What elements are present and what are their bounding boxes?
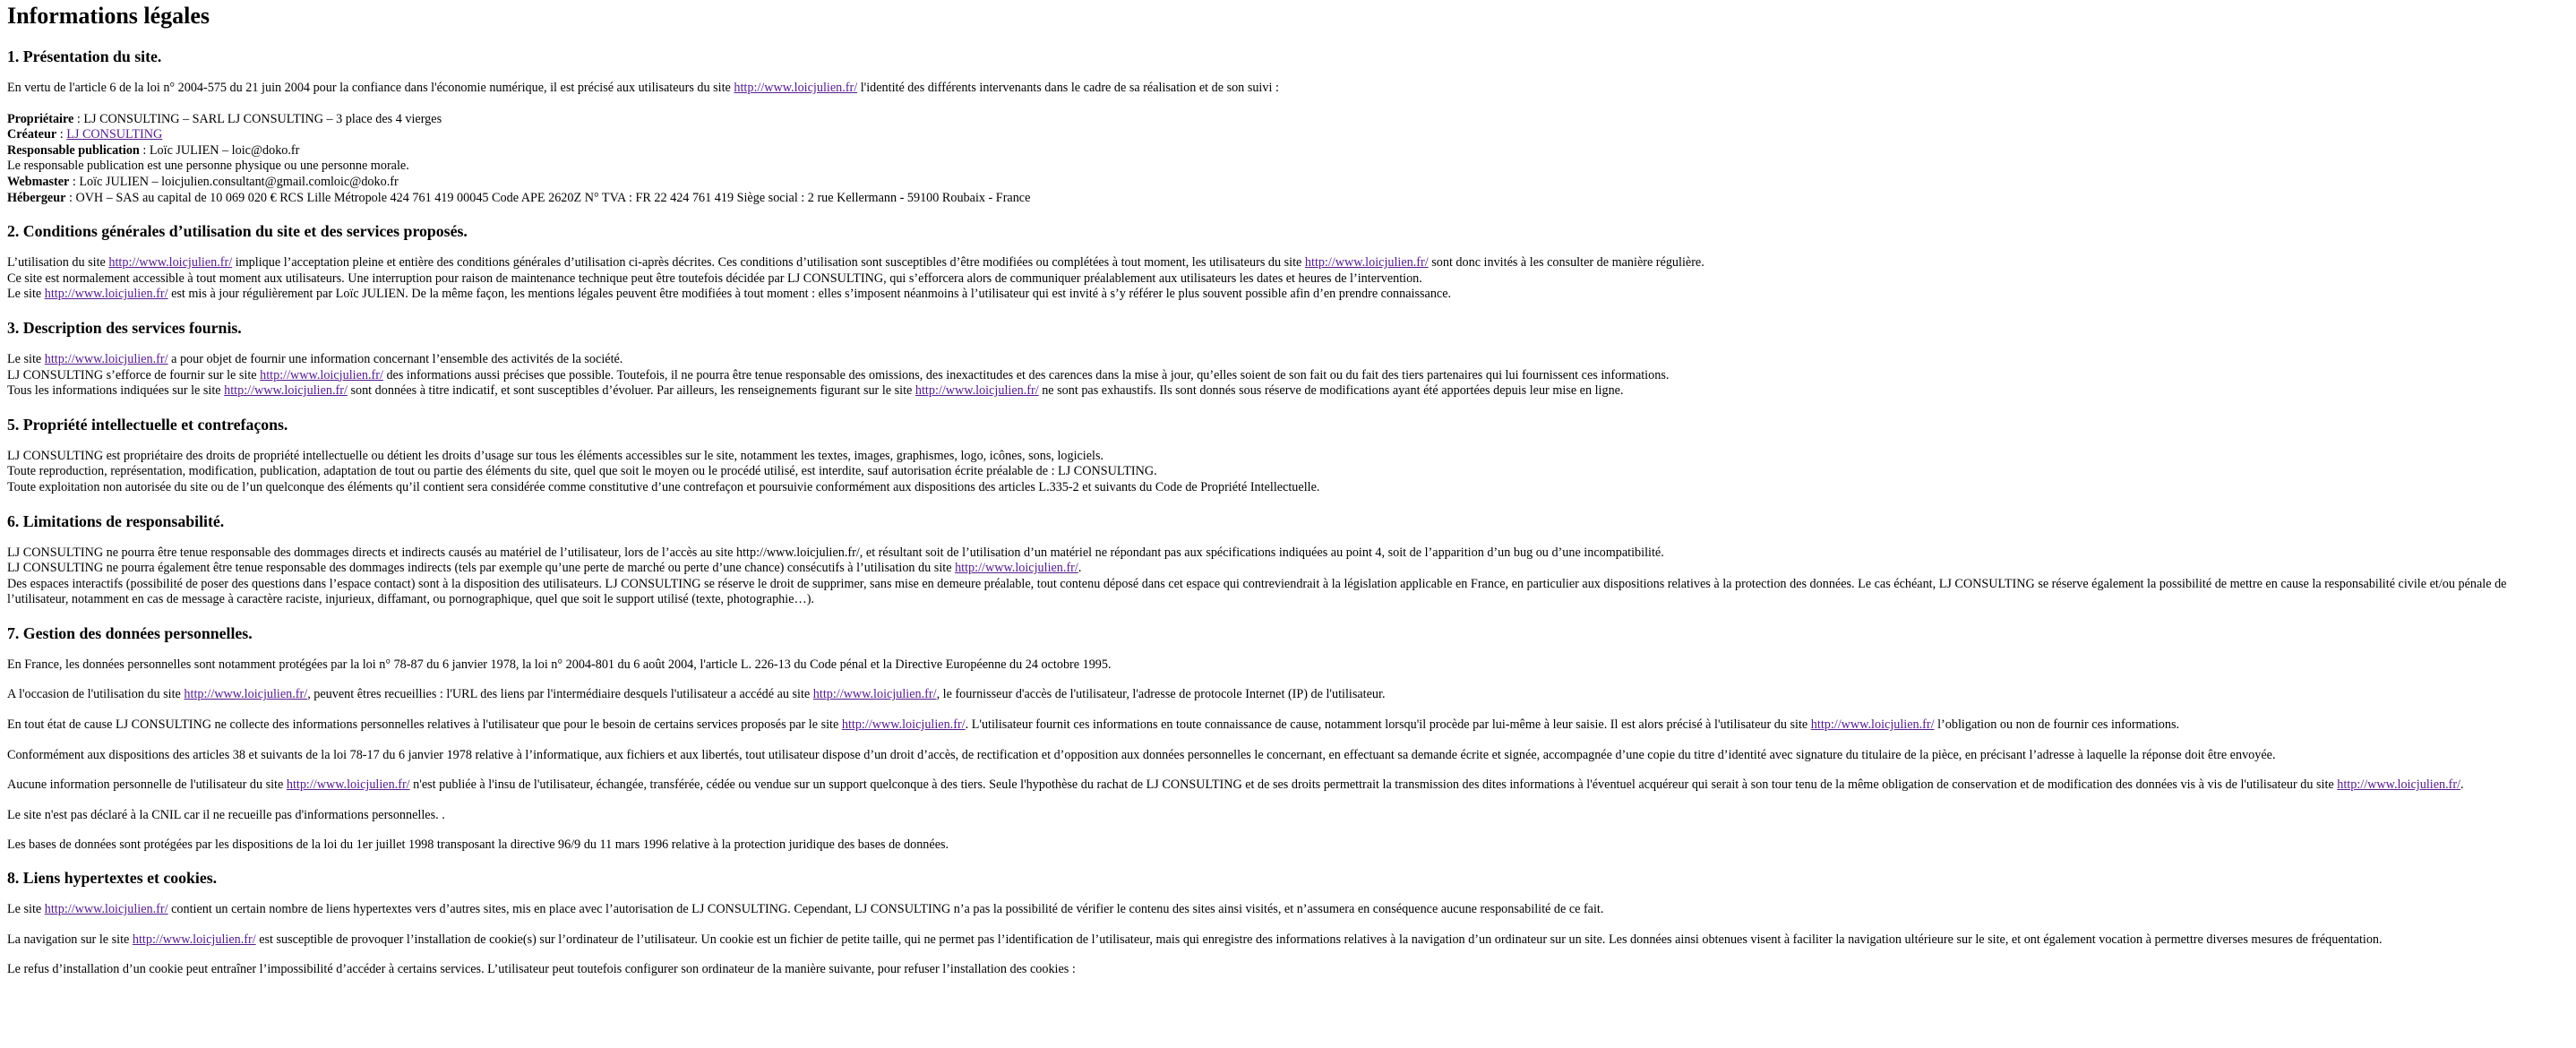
section-6-heading: 6. Limitations de responsabilité.: [7, 511, 225, 530]
webmaster-line: [7, 175, 2569, 191]
site-link[interactable]: http://www.loicjulien.fr/: [260, 367, 383, 382]
creator-line: [7, 127, 2569, 143]
text-span: des informations aussi précises que possible. Toutefois, il ne pourra être tenue responsable des omissions, des inexactitudes et des carences dans la mise à jour, qu’elles soient de son fait ou du fait des tiers partenaires qui lui fournissent ces informations.: [382, 367, 1670, 382]
text-span: ne sont pas exhaustifs. Ils sont donnés sous réserve de modifications ayant été apportées depuis leur mise en ligne.: [1038, 383, 1624, 399]
site-link[interactable]: http://www.loicjulien.fr/: [914, 383, 1039, 399]
site-link[interactable]: http://www.loicjulien.fr/: [1810, 717, 1935, 733]
section-5-line: Toute exploitation non autorisée du site ou de l’un quelconque des éléments qu’il contient sera considérée comme constitutive d’une contrefaçon et poursuivie conformément aux dispositions des articles L.335-2 et suivants du Code de Propriété Intellectuelle.: [7, 479, 1320, 494]
webmaster-label: Webmaster: [7, 174, 70, 189]
section-2-line: Ce site est normalement accessible à tout moment aux utilisateurs. Une interruption pour raison de maintenance technique peut être toutefois décidée par LJ CONSULTING, qui s’efforcera alors de communiquer préalablement aux utilisateurs les dates et heures de l’intervention.: [7, 271, 1422, 286]
text-span: est mis à jour régulièrement par Loïc JULIEN. De la même façon, les mentions légales peuvent être modifiées à tout moment : elles s’imposent néanmoins à l’utilisateur qui est invité à s’y référer le plus souvent possible afin d’en prendre connaissance.: [167, 287, 1452, 302]
section-1-intro: [7, 81, 2569, 97]
text-span: A l'occasion de l'utilisation du site: [7, 687, 185, 702]
site-link[interactable]: http://www.loicjulien.fr/: [286, 777, 410, 793]
text-span: Le site: [7, 351, 45, 366]
section-3-heading: 3. Description des services fournis.: [7, 318, 242, 337]
webmaster-value: : Loïc JULIEN – loicjulien.consultant@gmail.comloic@doko.fr: [69, 174, 399, 189]
section-6-body: [7, 545, 2569, 608]
text-span: contient un certain nombre de liens hypertextes vers d’autres sites, mis en place avec l’autorisation de LJ CONSULTING. Cependant, LJ CONSULTING n’a pas la possibilité de vérifier le contenu des sites ainsi visités, et n’assumera en conséquence aucune responsabilité de ce fait.: [167, 902, 1604, 917]
site-link[interactable]: http://www.loicjulien.fr/: [108, 255, 233, 271]
intro-text: l'identité des différents intervenants dans le cadre de sa réalisation et de son suivi :: [857, 81, 1279, 95]
owner-label: Propriétaire: [7, 111, 74, 126]
section-3-line: [7, 368, 2569, 384]
text-span: . L'utilisateur fournit ces informations en toute connaissance de cause, notamment lorsqu'il procède par lui-même à leur saisie. Il est alors précisé à l'utilisateur du site: [965, 717, 1811, 733]
site-link[interactable]: http://www.loicjulien.fr/: [1304, 255, 1429, 271]
text-span: implique l’acceptation pleine et entière des conditions générales d’utilisation ci-après décrites. Ces conditions d’utilisation sont susceptibles d’être modifiées ou complétées à tout moment, les utilisateurs du site: [232, 255, 1305, 271]
publication-manager-value: : Loïc JULIEN – loic@doko.fr: [139, 142, 300, 158]
publication-manager-line: [7, 143, 2569, 159]
section-7-paragraph: En France, les données personnelles sont notamment protégées par la loi n° 78-87 du 6 janvier 1978, la loi n° 2004-801 du 6 août 2004, l'article L. 226-13 du Code pénal et la Directive Européenne du 24 octobre 1995.: [7, 657, 1112, 672]
site-link[interactable]: http://www.loicjulien.fr/: [224, 383, 348, 399]
creator-sep: :: [56, 127, 67, 142]
section-7-paragraph: Le site n'est pas déclaré à la CNIL car il ne recueille pas d'informations personnelles. .: [7, 807, 445, 822]
site-link[interactable]: http://www.loicjulien.fr/: [2337, 777, 2461, 793]
text-span: En tout état de cause LJ CONSULTING ne collecte des informations personnelles relatives à l'utilisateur que pour le besoin de certains services proposés par le site: [7, 717, 842, 733]
section-2-heading: 2. Conditions générales d’utilisation du site et des services proposés.: [7, 222, 468, 241]
text-span: LJ CONSULTING ne pourra également être tenue responsable des dommages indirects (tels par exemple qu’une perte de marché ou perte d’une chance) consécutifs à l’utilisation du site: [7, 561, 956, 576]
text-span: sont donc invités à les consulter de manière régulière.: [1428, 255, 1704, 271]
section-7-paragraph: Les bases de données sont protégées par les dispositions de la loi du 1er juillet 1998 transposant la directive 96/9 du 11 mars 1996 relative à la protection juridique des bases de données.: [7, 838, 949, 853]
host-value: : OVH – SAS au capital de 10 069 020 € RCS Lille Métropole 424 761 419 00045 Code APE 2620Z N° TVA : FR 22 424 761 419 Siège social : 2 rue Kellermann - 59100 Roubaix - France: [65, 190, 1031, 205]
section-2-line: [7, 255, 2569, 271]
text-span: LJ CONSULTING s’efforce de fournir sur le site: [7, 367, 261, 382]
text-span: La navigation sur le site: [7, 932, 133, 947]
site-link[interactable]: http://www.loicjulien.fr/: [734, 81, 858, 95]
text-span: Tous les informations indiquées sur le site: [7, 383, 225, 399]
section-3-line: [7, 352, 2569, 368]
section-8-heading: 8. Liens hypertextes et cookies.: [7, 869, 218, 888]
text-span: l’obligation ou non de fournir ces informations.: [1934, 717, 2180, 733]
creator-link[interactable]: LJ CONSULTING: [66, 127, 163, 142]
page-title: Informations légales: [7, 3, 210, 29]
section-1-heading: 1. Présentation du site.: [7, 47, 162, 65]
owner-line: [7, 112, 2569, 128]
host-line: [7, 191, 2569, 207]
site-link[interactable]: http://www.loicjulien.fr/: [955, 561, 1078, 576]
site-link[interactable]: http://www.loicjulien.fr/: [184, 687, 308, 702]
section-5-line: LJ CONSULTING est propriétaire des droits de propriété intellectuelle ou détient les droits d’usage sur tous les éléments accessibles sur le site, notamment les textes, images, graphismes, logo, icônes, sons, logiciels.: [7, 448, 1104, 463]
section-5-body: [7, 449, 2569, 496]
text-span: Le site: [7, 902, 45, 917]
site-link[interactable]: http://www.loicjulien.fr/: [44, 287, 168, 302]
section-7-heading: 7. Gestion des données personnelles.: [7, 623, 253, 642]
section-5-heading: 5. Propriété intellectuelle et contrefaçons.: [7, 415, 288, 434]
intro-text: En vertu de l'article 6 de la loi n° 2004-575 du 21 juin 2004 pour la confiance dans l'économie numérique, il est précisé aux utilisateurs du site: [7, 81, 734, 95]
text-span: est susceptible de provoquer l’installation de cookie(s) sur l’ordinateur de l’utilisateur. Un cookie est un fichier de petite taille, qui ne permet pas l’identification de l’utilisateur, mais qui enregistre des informations relatives à la navigation d’un ordinateur sur un site. Les données ainsi obtenues visent à faciliter la navigation ultérieure sur le site, et ont également vocation à permettre diverses mesures de fréquentation.: [255, 932, 2383, 947]
section-6-line: Des espaces interactifs (possibilité de poser des questions dans l’espace contact) sont à la disposition des utilisateurs. LJ CONSULTING se réserve le droit de supprimer, sans mise en demeure préalable, tout contenu déposé dans cet espace qui contreviendrait à la législation applicable en France, en particulier aux dispositions relatives à la protection des données. Le cas échéant, LJ CONSULTING se réserve également la possibilité de mettre en cause la responsabilité civile et/ou pénale de l’utilisateur, notamment en cas de message à caractère raciste, injurieux, diffamant, ou pornographique, quel que soit le support utilisé (texte, photographie…).: [7, 576, 2507, 607]
text-span: , peuvent êtres recueillies : l'URL des liens par l'intermédiaire desquels l'utilisateur a accédé au site: [307, 687, 813, 702]
site-link[interactable]: http://www.loicjulien.fr/: [44, 351, 168, 366]
site-link[interactable]: http://www.loicjulien.fr/: [132, 932, 256, 947]
site-link[interactable]: http://www.loicjulien.fr/: [44, 902, 168, 917]
section-8-paragraph: [7, 902, 2569, 918]
section-6-line: LJ CONSULTING ne pourra être tenue responsable des dommages directs et indirects causés au matériel de l’utilisateur, lors de l’accès au site http://www.loicjulien.fr/, et résultant soit de l’utilisation d’un matériel ne répondant pas aux spécifications indiquées au point 4, soit de l’apparition d’un bug ou d’une incompatibilité.: [7, 545, 1664, 560]
text-span: a pour objet de fournir une information concernant l’ensemble des activités de la société.: [167, 351, 623, 366]
text-span: .: [1078, 561, 1082, 576]
text-span: Aucune information personnelle de l'utilisateur du site: [7, 777, 287, 793]
section-6-line: [7, 561, 2569, 577]
host-label: Hébergeur: [7, 190, 66, 205]
section-3-body: [7, 352, 2569, 399]
text-span: n'est publiée à l'insu de l'utilisateur, échangée, transférée, cédée ou vendue sur un support quelconque à des tiers. Seule l'hypothèse du rachat de LJ CONSULTING et de ses droits permettrait la transmission des dites informations à l'éventuel acquéreur qui serait à son tour tenu de la même obligation de conservation et de modification des données vis à vis de l'utilisateur du site: [409, 777, 2338, 793]
legal-info-block: [7, 112, 2569, 207]
text-span: Le site: [7, 287, 45, 302]
creator-label: Créateur: [7, 127, 57, 142]
owner-value: : LJ CONSULTING – SARL LJ CONSULTING – 3 place des 4 vierges: [73, 111, 442, 126]
section-5-line: Toute reproduction, représentation, modification, publication, adaptation de tout ou partie des éléments du site, quel que soit le moyen ou le procédé utilisé, est interdite, sauf autorisation écrite préalable de : LJ CONSULTING.: [7, 464, 1157, 479]
section-2-line: [7, 287, 2569, 303]
section-3-line: [7, 383, 2569, 399]
publication-manager-note: Le responsable publication est une personne physique ou une personne morale.: [7, 159, 409, 174]
section-8-paragraph: Le refus d’installation d’un cookie peut entraîner l’impossibilité d’accéder à certains services. L’utilisateur peut toutefois configurer son ordinateur de la manière suivante, pour refuser l’installation des cookies :: [7, 962, 1076, 977]
section-7-paragraph: [7, 777, 2569, 794]
publication-manager-label: Responsable publication: [7, 142, 140, 158]
text-span: , le fournisseur d'accès de l'utilisateur, l'adresse de protocole Internet (IP) de l'utilisateur.: [936, 687, 1386, 702]
section-7-paragraph: [7, 717, 2569, 734]
text-span: .: [2460, 777, 2464, 793]
section-7-paragraph: Conformément aux dispositions des articles 38 et suivants de la loi 78-17 du 6 janvier 1978 relative à l’informatique, aux fichiers et aux libertés, tout utilisateur dispose d’un droit d’accès, de rectification et d’opposition aux données personnelles le concernant, en effectuant sa demande écrite et signée, accompagnée d’une copie du titre d’identité avec signature du titulaire de la pièce, en précisant l’adresse à laquelle la réponse doit être envoyée.: [7, 747, 2276, 762]
section-8-paragraph: [7, 932, 2569, 949]
site-link[interactable]: http://www.loicjulien.fr/: [812, 687, 937, 702]
text-span: sont données à titre indicatif, et sont susceptibles d’évoluer. Par ailleurs, les renseignements figurant sur le site: [347, 383, 915, 399]
site-link[interactable]: http://www.loicjulien.fr/: [841, 717, 966, 733]
section-2-body: [7, 255, 2569, 303]
text-span: L’utilisation du site: [7, 255, 109, 271]
section-7-paragraph: [7, 687, 2569, 703]
